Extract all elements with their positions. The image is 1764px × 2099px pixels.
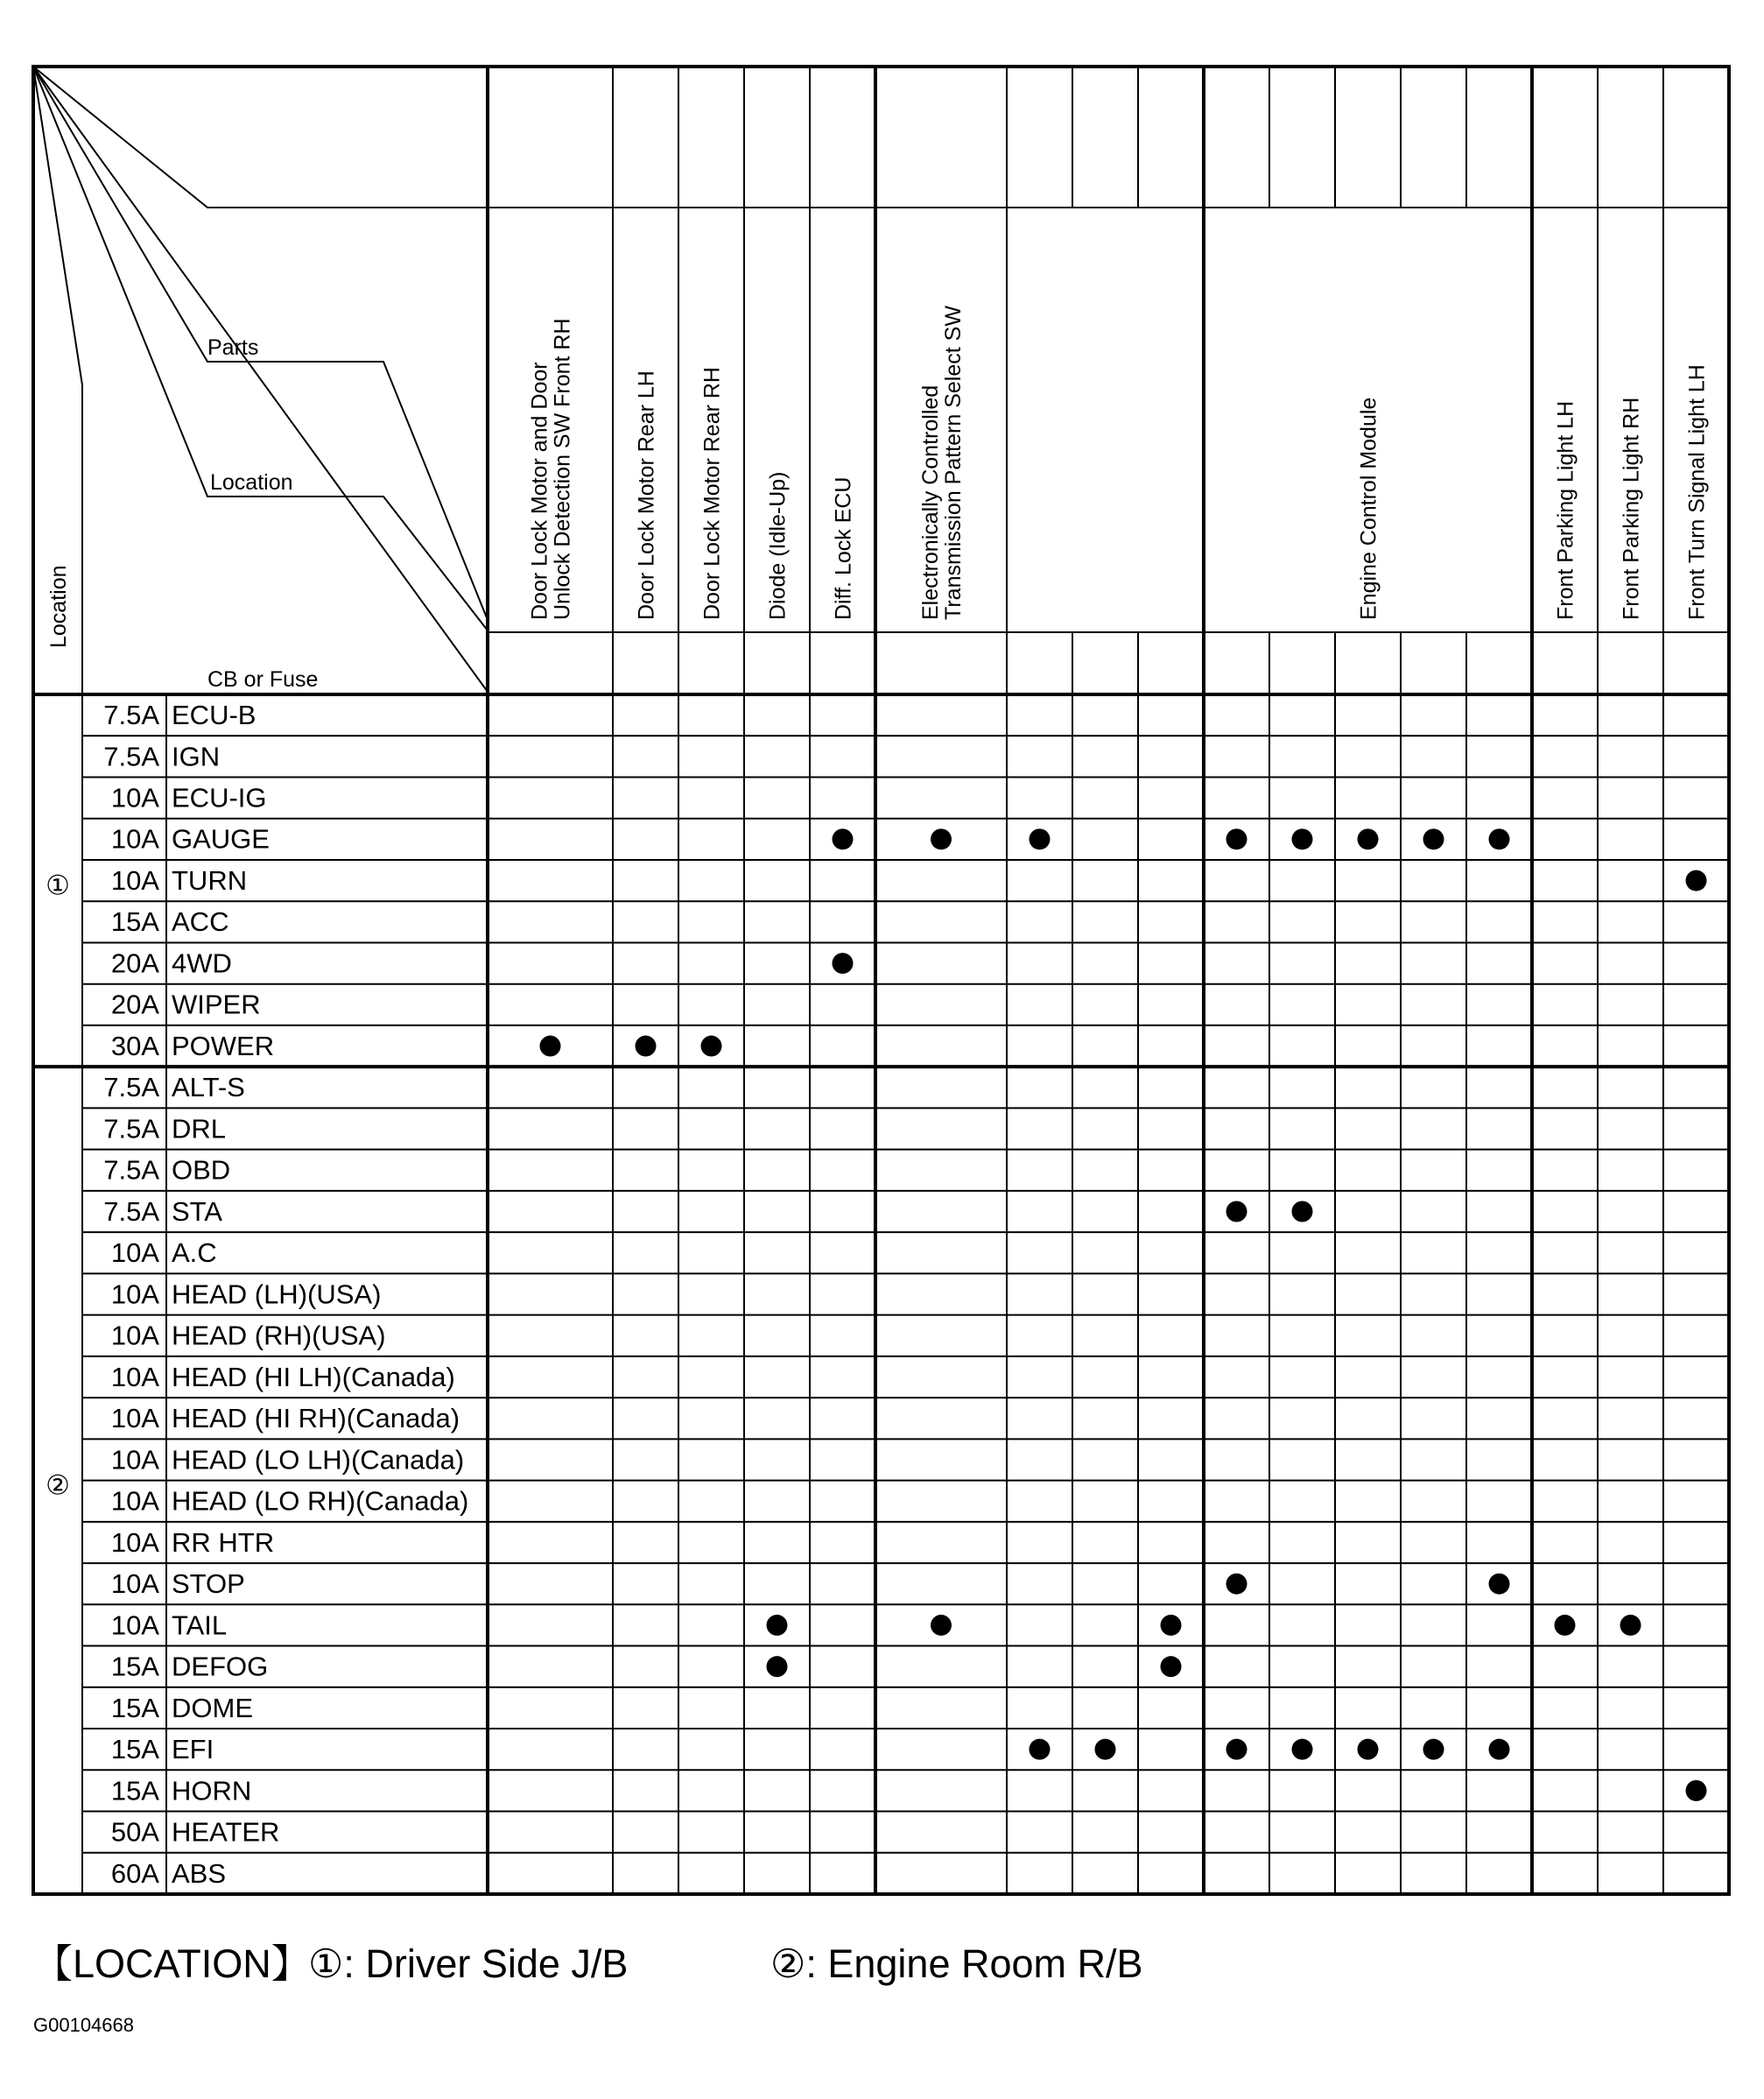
fuse-amperage: 10A — [110, 1237, 159, 1269]
column-header-label: Transmission Pattern Select SW — [941, 306, 966, 620]
fuse-name: ECU-B — [172, 700, 257, 731]
connection-dot — [1489, 1574, 1510, 1595]
fuse-name: HEAD (LO LH)(Canada) — [172, 1444, 465, 1476]
fuse-name: ECU-IG — [172, 782, 267, 814]
connection-dot — [767, 1615, 788, 1636]
fuse-amperage: 10A — [110, 1278, 159, 1310]
fuse-name: WIPER — [172, 989, 261, 1020]
fuse-amperage: 10A — [110, 782, 159, 814]
legend-item-engine-room: ②: Engine Room R/B — [770, 1941, 1143, 1986]
corner-diagonal-loc-col — [33, 67, 82, 385]
connection-dot — [1358, 828, 1379, 849]
fuse-name: TURN — [172, 864, 248, 896]
corner-diagonal-location — [33, 67, 488, 630]
column-header-label: Diode (Idle-Up) — [765, 471, 791, 620]
fuse-name: POWER — [172, 1030, 275, 1061]
fuse-name: ABS — [172, 1857, 227, 1889]
column-header-label: Diff. Lock ECU — [831, 476, 856, 620]
connection-dot — [1161, 1656, 1182, 1677]
connection-dot — [1226, 1574, 1247, 1595]
legend-item-driver-side: ①: Driver Side J/B — [308, 1941, 629, 1986]
connection-dot — [833, 828, 854, 849]
connection-dot — [1292, 828, 1313, 849]
fuse-name: STOP — [172, 1568, 245, 1600]
fuse-amperage: 15A — [110, 906, 159, 938]
fuse-name: RR HTR — [172, 1526, 275, 1558]
fuse-name: STA — [172, 1195, 222, 1227]
fuse-name: GAUGE — [172, 823, 270, 855]
column-header-label: Engine Control Module — [1356, 397, 1381, 620]
fuse-amperage: 7.5A — [103, 1195, 159, 1227]
fuse-name: HEAD (LH)(USA) — [172, 1278, 382, 1310]
fuse-amperage: 10A — [110, 1361, 159, 1392]
fuse-amperage: 50A — [110, 1816, 159, 1848]
figure-code: G00104668 — [33, 2014, 134, 2036]
fuse-amperage: 7.5A — [103, 1113, 159, 1145]
fuse-name: A.C — [172, 1237, 217, 1269]
fuse-amperage: 7.5A — [103, 700, 159, 731]
fuse-name: HORN — [172, 1775, 252, 1807]
fuse-amperage: 10A — [110, 1403, 159, 1434]
corner-diagonal-parts — [33, 67, 488, 620]
connection-dot — [1226, 828, 1247, 849]
connection-dot — [1161, 1615, 1182, 1636]
fuse-name: DEFOG — [172, 1651, 269, 1682]
column-header-label: Front Parking Light RH — [1619, 397, 1644, 620]
fuse-amperage: 15A — [110, 1651, 159, 1682]
column-header-label: Electronically Controlled — [918, 384, 943, 620]
connection-dot — [1686, 870, 1707, 891]
fuse-name: HEAD (HI RH)(Canada) — [172, 1403, 460, 1434]
location-column-label: Location — [46, 565, 71, 648]
connection-dot — [540, 1036, 561, 1057]
fuse-name: DRL — [172, 1113, 227, 1145]
column-header-label: Door Lock Motor and Door — [527, 362, 552, 620]
fuse-amperage: 20A — [110, 947, 159, 979]
fuse-amperage: 20A — [110, 989, 159, 1020]
column-header-label: Front Turn Signal Light LH — [1684, 364, 1710, 620]
fuse-name: ACC — [172, 906, 229, 938]
connection-dot — [1686, 1780, 1707, 1801]
fuse-amperage: 10A — [110, 823, 159, 855]
fuse-amperage: 10A — [110, 1609, 159, 1641]
fuse-name: ALT-S — [172, 1072, 245, 1103]
fuse-amperage: 7.5A — [103, 741, 159, 772]
fuse-amperage: 60A — [110, 1857, 159, 1889]
connection-dot — [1226, 1201, 1247, 1222]
connection-dot — [1423, 828, 1444, 849]
connection-dot — [767, 1656, 788, 1677]
fuse-amperage: 10A — [110, 864, 159, 896]
fuse-name: DOME — [172, 1692, 253, 1723]
connection-dot — [833, 953, 854, 974]
fuse-name: HEAD (RH)(USA) — [172, 1320, 386, 1351]
fuse-amperage: 15A — [110, 1734, 159, 1765]
group-location-marker: ② — [46, 1469, 70, 1501]
connection-dot — [1292, 1201, 1313, 1222]
fuse-amperage: 10A — [110, 1485, 159, 1517]
connection-dot — [931, 1615, 952, 1636]
connection-dot — [1292, 1739, 1313, 1760]
fuse-name: HEAD (HI LH)(Canada) — [172, 1361, 455, 1392]
column-header-label: Front Parking Light LH — [1553, 400, 1578, 620]
fuse-amperage: 10A — [110, 1526, 159, 1558]
corner-fuse-label: CB or Fuse — [207, 667, 319, 692]
connection-dot — [1489, 828, 1510, 849]
connection-dot — [636, 1036, 657, 1057]
column-header-label: Unlock Detection SW Front RH — [550, 318, 575, 620]
connection-dot — [1030, 828, 1051, 849]
fuse-name: IGN — [172, 741, 221, 772]
fuse-amperage: 15A — [110, 1775, 159, 1807]
connection-dot — [1489, 1739, 1510, 1760]
connection-dot — [931, 828, 952, 849]
fuse-amperage: 10A — [110, 1320, 159, 1351]
group-location-marker: ① — [46, 870, 70, 901]
fuse-name: TAIL — [172, 1609, 228, 1641]
fuse-amperage: 15A — [110, 1692, 159, 1723]
fuse-amperage: 10A — [110, 1568, 159, 1600]
column-header-label: Door Lock Motor Rear RH — [699, 367, 725, 620]
corner-parts-label: Parts — [207, 335, 259, 360]
fuse-amperage: 30A — [110, 1030, 159, 1061]
fuse-name: EFI — [172, 1734, 214, 1765]
table-frame — [33, 67, 1729, 1894]
fuse-name: 4WD — [172, 947, 232, 979]
fuse-name: HEATER — [172, 1816, 280, 1848]
connection-dot — [1423, 1739, 1444, 1760]
column-header-label: Door Lock Motor Rear LH — [634, 370, 659, 620]
fuse-amperage: 7.5A — [103, 1154, 159, 1186]
fuse-name: OBD — [172, 1154, 231, 1186]
connection-dot — [1555, 1615, 1576, 1636]
corner-diagonal-fuse — [33, 67, 488, 692]
connection-dot — [1358, 1739, 1379, 1760]
fuse-amperage: 7.5A — [103, 1072, 159, 1103]
corner-diagonal — [33, 67, 488, 208]
connection-dot — [1226, 1739, 1247, 1760]
legend-title: 【LOCATION】 — [33, 1941, 311, 1986]
fuse-name: HEAD (LO RH)(Canada) — [172, 1485, 469, 1517]
fuse-amperage: 10A — [110, 1444, 159, 1476]
corner-location-label: Location — [210, 470, 293, 495]
connection-dot — [1030, 1739, 1051, 1760]
connection-dot — [701, 1036, 722, 1057]
connection-dot — [1620, 1615, 1641, 1636]
connection-dot — [1095, 1739, 1116, 1760]
